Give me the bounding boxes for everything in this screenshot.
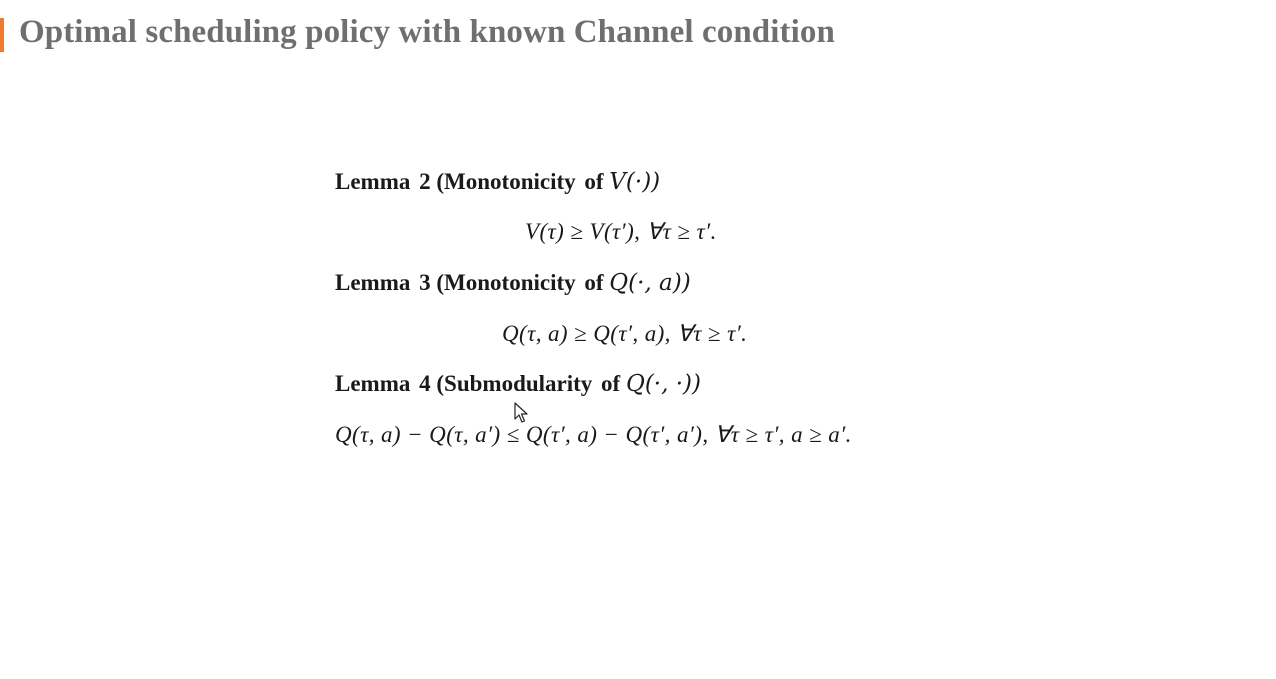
lemma-2-label: Lemma 2 [335,169,431,194]
slide-title: Optimal scheduling policy with known Channel condition [19,14,835,50]
lemma-4-formula: Q(τ, a) − Q(τ, a′) ≤ Q(τ′, a) − Q(τ′, a′), ∀τ ≥ τ′, a ≥ a′. [335,422,852,447]
lemma-3-heading-math: Q(·, a)) [609,270,691,296]
lemma-3-label: Lemma 3 [335,270,431,295]
lemma-4-heading-math: Q(·, ·)) [625,371,701,397]
lemma-3-heading [335,270,691,296]
mouse-pointer-icon [514,402,528,424]
lemma-2-formula: V(τ) ≥ V(τ′), ∀τ ≥ τ′. [525,219,717,244]
lemma-2-heading-math: V(·)) [609,169,661,195]
lemma-3-name: (Monotonicity of [436,270,604,295]
lemma-4-heading [335,371,701,397]
lemma-3-formula: Q(τ, a) ≥ Q(τ′, a), ∀τ ≥ τ′. [502,321,748,346]
lemma-4-label: Lemma 4 [335,371,431,396]
lemma-4-name: (Submodularity of [436,371,621,396]
title-accent-bar [0,18,4,52]
lemma-2-name: (Monotonicity of [436,169,604,194]
lemma-2-heading [335,169,660,195]
